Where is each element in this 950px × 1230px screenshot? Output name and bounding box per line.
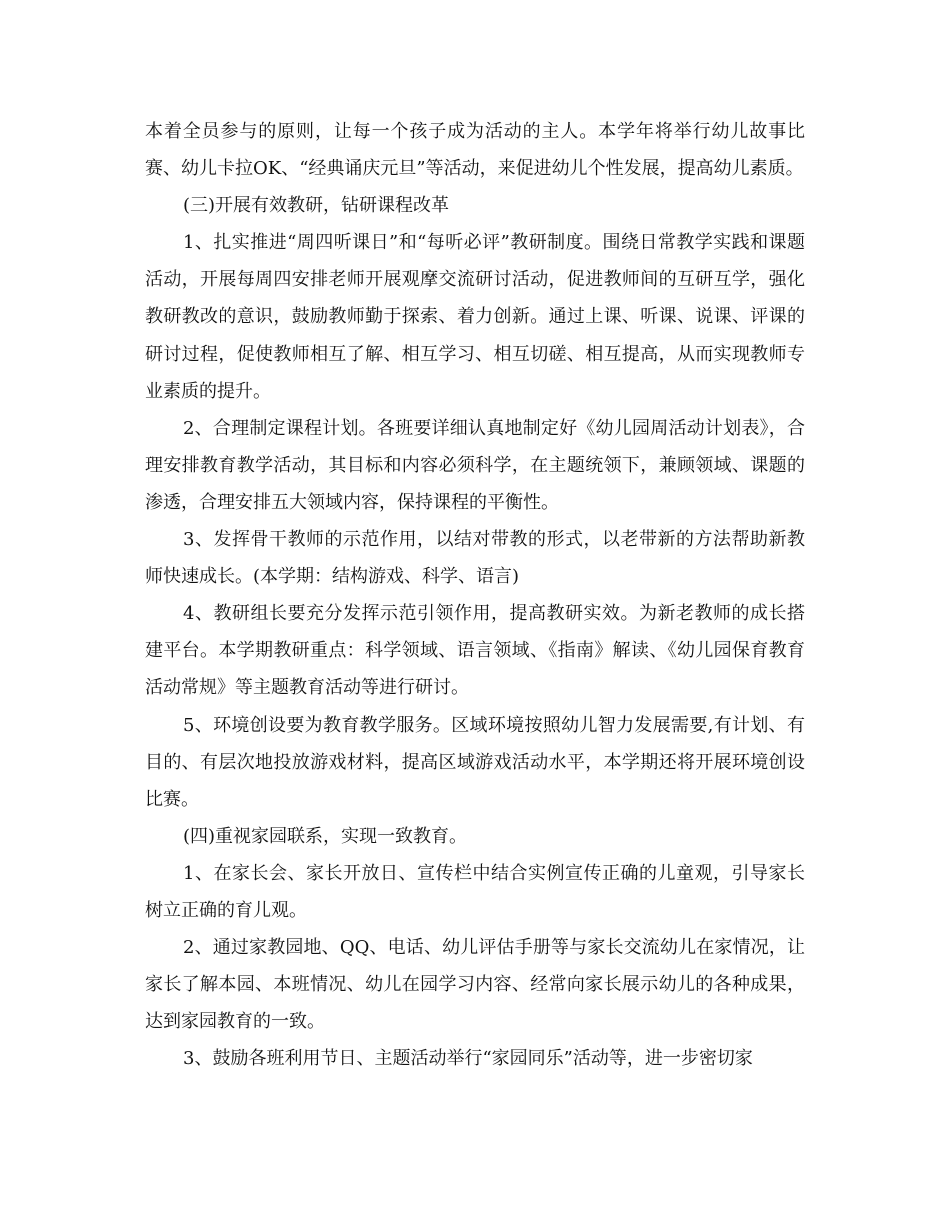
section-heading-four: (四)重视家园联系，实现一致教育。 xyxy=(183,825,468,847)
paragraph-item-3: 3、发挥骨干教师的示范作用，以结对带教的形式，以老带新的方法帮助新教师快速成长。(本学期：结构游戏、科学、语言) xyxy=(145,529,805,588)
paragraph-item-2: 2、合理制定课程计划。各班要详细认真地制定好《幼儿园周活动计划表》，合理安排教育教学活动，其目标和内容必须科学，在主题统领下，兼顾领域、课题的渗透，合理安排五大领域内容，保持课程的平衡性。 xyxy=(145,417,805,513)
paragraph-item-5: 5、环境创设要为教育教学服务。区域环境按照幼儿智力发展需要,有计划、有目的、有层次地投放游戏材料，提高区域游戏活动水平，本学期还将开展环境创设比赛。 xyxy=(145,714,805,810)
document-body xyxy=(145,113,805,1077)
paragraph-family-item-2: 2、通过家教园地、QQ、电话、幼儿评估手册等与家长交流幼儿在家情况，让家长了解本园、本班情况、幼儿在园学习内容、经常向家长展示幼儿的各种成果，达到家园教育的一致。 xyxy=(145,937,805,1033)
paragraph-item-1: 1、扎实推进“周四听课日”和“每听必评”教研制度。围绕日常教学实践和课题活动，开展每周四安排老师开展观摩交流研讨活动，促进教师间的互研互学，强化教研教改的意识，鼓励教师勤于探索、着力创新。通过上课、听课、说课、评课的研讨过程，促使教师相互了解、相互学习、相互切磋、相互提高，从而实现教师专业素质的提升。 xyxy=(145,232,805,402)
paragraph-intro-continued: 本着全员参与的原则，让每一个孩子成为活动的主人。本学年将举行幼儿故事比赛、幼儿卡拉OK、“经典诵庆元旦”等活动，来促进幼儿个性发展，提高幼儿素质。 xyxy=(145,121,805,180)
paragraph-family-item-1: 1、在家长会、家长开放日、宣传栏中结合实例宣传正确的儿童观，引导家长树立正确的育儿观。 xyxy=(145,862,805,921)
paragraph-family-item-3: 3、鼓励各班利用节日、主题活动举行“家园同乐”活动等，进一步密切家 xyxy=(183,1048,753,1070)
section-heading-three: (三)开展有效教研，钻研课程改革 xyxy=(183,195,450,217)
paragraph-item-4: 4、教研组长要充分发挥示范引领作用，提高教研实效。为新老教师的成长搭建平台。本学期教研重点：科学领域、语言领域、《指南》解读、《幼儿园保育教育活动常规》等主题教育活动等进行研讨。 xyxy=(145,603,805,699)
